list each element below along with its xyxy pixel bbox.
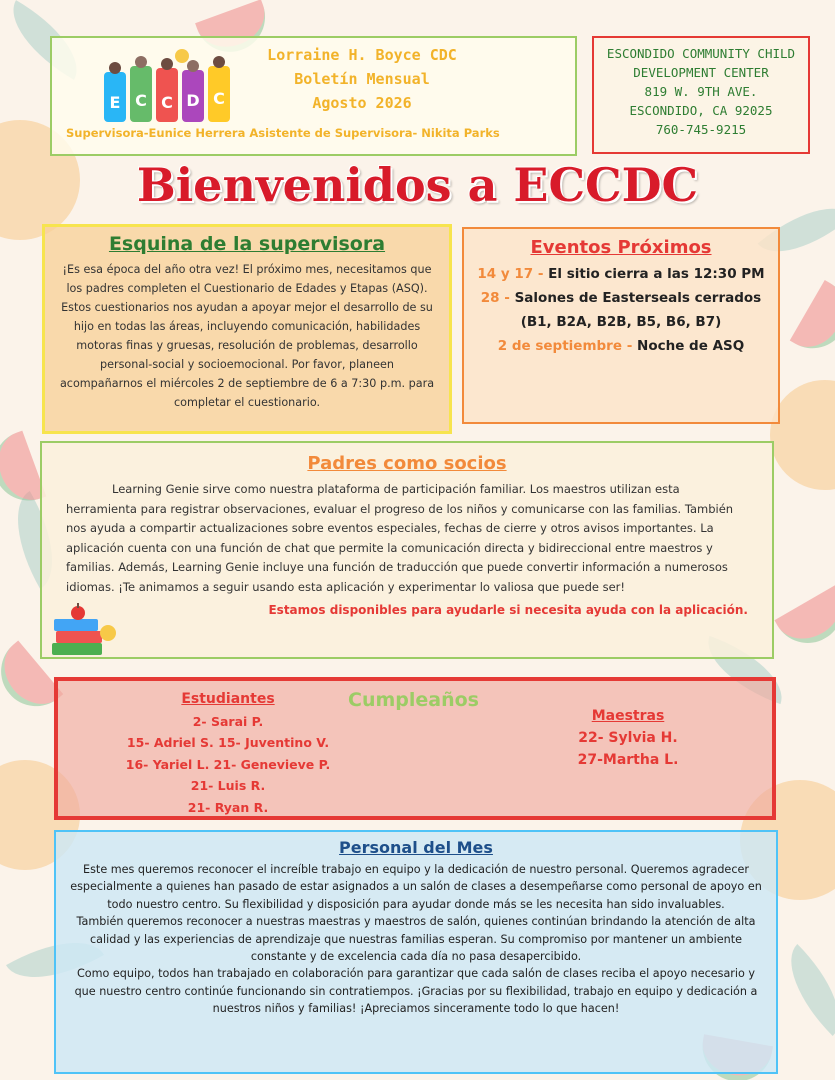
- event-date: 2 de septiembre -: [497, 338, 633, 354]
- section-title: Eventos Próximos: [530, 237, 712, 258]
- section-title: Cumpleaños: [348, 689, 479, 711]
- supervisor-corner-section: [42, 224, 452, 434]
- event-item: [474, 334, 768, 358]
- birthday-item: 21- Ryan R.: [187, 799, 269, 815]
- address-phone: 760-745-9215: [655, 122, 747, 137]
- svg-text:C: C: [161, 93, 173, 112]
- svg-text:E: E: [109, 93, 121, 112]
- welcome-title: Bienvenidos a ECCDC: [136, 158, 699, 212]
- event-date: 28 -: [480, 290, 510, 306]
- birthday-item: 27-Martha L.: [577, 752, 679, 768]
- section-text: Learning Genie sirve como nuestra plataforma de participación familiar. Los maestros utilizan esta herramienta para registrar observaciones, evaluar el progreso de los niños y comunicarse con las familias. También nos ayuda a compartir actualizaciones sobre eventos especiales, fechas de cierre y otros avisos importantes. La aplicación cuenta con una función de chat que permite la comunicación directa y bidireccional entre maestros y familias. Además, Learning Genie incluye una función de traducción que puede convertir información a numerosos idiomas. ¡Te animamos a seguir usando esta aplicación y experimentar lo valiosa que puede ser!: [66, 482, 734, 594]
- org-name: Lorraine H. Boyce CDC: [267, 46, 457, 64]
- students-heading: Estudiantes: [181, 691, 275, 707]
- staff-paragraph: Este mes queremos reconocer el increíble trabajo en equipo y la dedicación de nuestro personal. Queremos agradecer especialmente a quienes han pasado de estar asignados a un salón de clases a desempeñarse como personal de apoyo en todo nuestro centro. Su flexibilidad y disposición para ayudar donde más se les necesita han sido invaluables.: [70, 863, 762, 911]
- welcome-banner: [0, 158, 835, 212]
- students-birthdays: [108, 689, 348, 818]
- newsletter-title: Boletín Mensual: [294, 70, 430, 88]
- supervisors-line: Supervisora-Eunice Herrera Asistente de Supervisora- Nikita Parks: [66, 126, 500, 140]
- address-block: [592, 36, 810, 154]
- section-text: ¡Es esa época del año otra vez! El próximo mes, necesitamos que los padres completen el Cuestionario de Edades y Etapas (ASQ). Estos cuestionarios nos ayudan a apoyar mejor el desarrollo de su hijo en todas las áreas, incluyendo comunicación, habilidades motoras finas y gruesas, resolución de problemas, desarrollo personal-social y socioemocional. Por favor, planeen acompañarnos el miércoles 2 de septiembre de 6 a 7:30 p.m. para completar el cuestionario.: [59, 263, 435, 409]
- newsletter-header: [50, 36, 577, 156]
- books-apple-icon: [48, 603, 118, 659]
- newsletter-date: Agosto 2026: [312, 94, 412, 112]
- event-item: [474, 262, 768, 286]
- section-title: Padres como socios: [307, 453, 507, 474]
- teachers-heading: Maestras: [591, 708, 665, 724]
- address-line2: DEVELOPMENT CENTER: [633, 65, 769, 80]
- birthday-item: 22- Sylvia H.: [578, 730, 678, 746]
- address-city: ESCONDIDO, CA 92025: [629, 103, 773, 118]
- event-text: Noche de ASQ: [637, 338, 745, 354]
- teachers-birthdays: [528, 705, 728, 771]
- birthday-item: 21- Luis R.: [190, 778, 266, 793]
- upcoming-events-section: [462, 227, 780, 424]
- event-date: 14 y 17 -: [477, 266, 544, 282]
- birthday-item: 16- Yariel L. 21- Genevieve P.: [125, 756, 331, 772]
- section-title: Esquina de la supervisora: [108, 233, 386, 255]
- staff-paragraph: Como equipo, todos han trabajado en colaboración para garantizar que cada salón de clases reciba el apoyo necesario y que nuestro centro continúe funcionando sin contratiempos. ¡Gracias por su flexibilidad, trabajo en equipo y dedicación a nuestros niños y familias! ¡Apreciamos sinceramente todo lo que hacen!: [74, 967, 758, 1016]
- birthdays-section: [54, 677, 776, 820]
- parents-partners-section: [40, 441, 774, 659]
- svg-text:C: C: [213, 89, 225, 108]
- event-item: [474, 286, 768, 334]
- birthday-item: 2- Sarai P.: [192, 713, 264, 729]
- address-line1: ESCONDIDO COMMUNITY CHILD: [606, 46, 796, 61]
- eccdc-logo: [100, 46, 232, 126]
- event-text: Salones de Easterseals cerrados (B1, B2A, B2B, B5, B6, B7): [514, 290, 762, 330]
- svg-text:D: D: [186, 91, 200, 110]
- help-note: Estamos disponibles para ayudarle si necesita ayuda con la aplicación.: [268, 603, 748, 617]
- svg-text:C: C: [135, 91, 147, 110]
- staff-paragraph: También queremos reconocer a nuestras maestras y maestros de salón, quienes continúan brindando la atención de alta calidad y las experiencias de aprendizaje que nuestras familias esperan. Su compromiso por mantener un ambiente constante y de excelencia cada día no pasa desapercibido.: [76, 915, 756, 964]
- birthday-item: 15- Adriel S. 15- Juventino V.: [126, 735, 330, 750]
- address-street: 819 W. 9TH AVE.: [644, 84, 758, 99]
- event-text: El sitio cierra a las 12:30 PM: [548, 266, 765, 282]
- section-title: Personal del Mes: [339, 838, 493, 857]
- staff-of-month-section: [54, 830, 778, 1074]
